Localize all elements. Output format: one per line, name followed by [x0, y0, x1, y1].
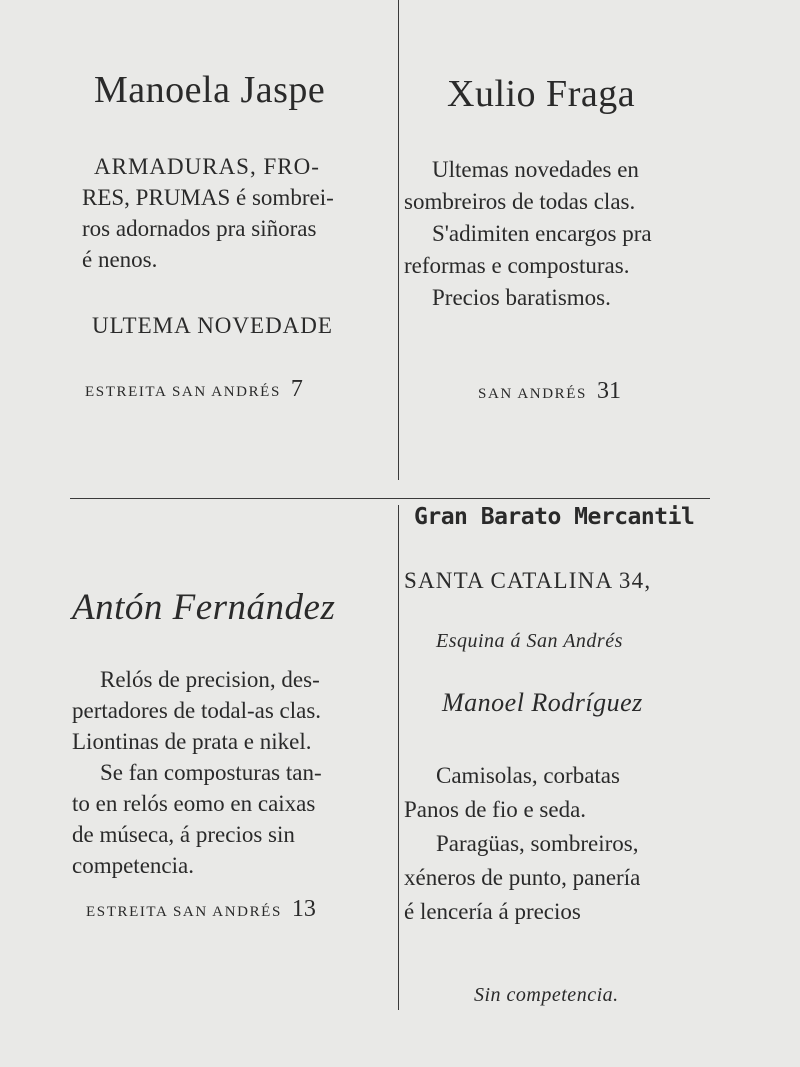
ad-address [85, 376, 303, 403]
ad-title: Gran Barato Mercantil [414, 504, 695, 530]
ad-line: xéneros de punto, panería [404, 865, 641, 890]
address-number: 13 [291, 896, 316, 922]
ad-line: reformas e composturas. [404, 253, 630, 278]
horizontal-divider [70, 498, 710, 499]
address-number: 31 [596, 378, 621, 404]
ad-body [404, 759, 640, 929]
ad-line: Ultemas novedades en [432, 157, 639, 182]
ad-line: pertadores de todal-as clas. [72, 698, 322, 723]
ad-title: Antón Fernández [72, 587, 336, 628]
ad-line: sombreiros de todas clas. [404, 189, 636, 214]
ad-body [72, 664, 322, 881]
ad-corner: Esquina á San Andrés [436, 630, 623, 652]
ad-line: ARMADURAS, FRO- [94, 154, 320, 179]
ad-title: Xulio Fraga [447, 73, 636, 115]
ad-line: Camisolas, corbatas [436, 763, 620, 788]
ad-body [82, 151, 334, 275]
ad-line: Se fan composturas tan- [100, 760, 322, 785]
ad-line: to en relós eomo en caixas [72, 791, 316, 816]
address-street: ESTREITA SAN ANDRÉS [86, 904, 282, 920]
ad-line: RES, PRUMAS é sombrei- [82, 185, 334, 210]
ad-line: de múseca, á precios sin [72, 822, 295, 847]
ad-body [404, 154, 652, 314]
address-street: ESTREITA SAN ANDRÉS [85, 384, 281, 400]
ad-line: é lencería á precios [404, 899, 581, 924]
ad-closing: Sin competencia. [474, 984, 619, 1006]
ad-line: Liontinas de prata e nikel. [72, 729, 312, 754]
ad-line: Paragüas, sombreiros, [436, 831, 639, 856]
vertical-divider-top [398, 0, 399, 480]
ad-tagline: ULTEMA NOVEDADE [92, 313, 333, 338]
ad-line: Panos de fio e seda. [404, 797, 587, 822]
ad-line: ros adornados pra siñoras [82, 216, 317, 241]
address-number: 7 [290, 376, 303, 402]
vertical-divider-bottom [398, 505, 399, 1010]
ad-street: SANTA CATALINA 34, [404, 568, 652, 593]
ad-title: Manoela Jaspe [94, 69, 326, 111]
ad-address [86, 896, 316, 923]
ad-line: competencia. [72, 853, 194, 878]
ad-owner: Manoel Rodríguez [442, 688, 643, 717]
address-street: SAN ANDRÉS [478, 386, 587, 402]
ad-line: Relós de precision, des- [100, 667, 320, 692]
ad-line: S'adimiten encargos pra [432, 221, 652, 246]
ad-line: Precios baratismos. [432, 285, 611, 310]
ad-line: é nenos. [82, 247, 158, 272]
ad-address [478, 378, 621, 405]
